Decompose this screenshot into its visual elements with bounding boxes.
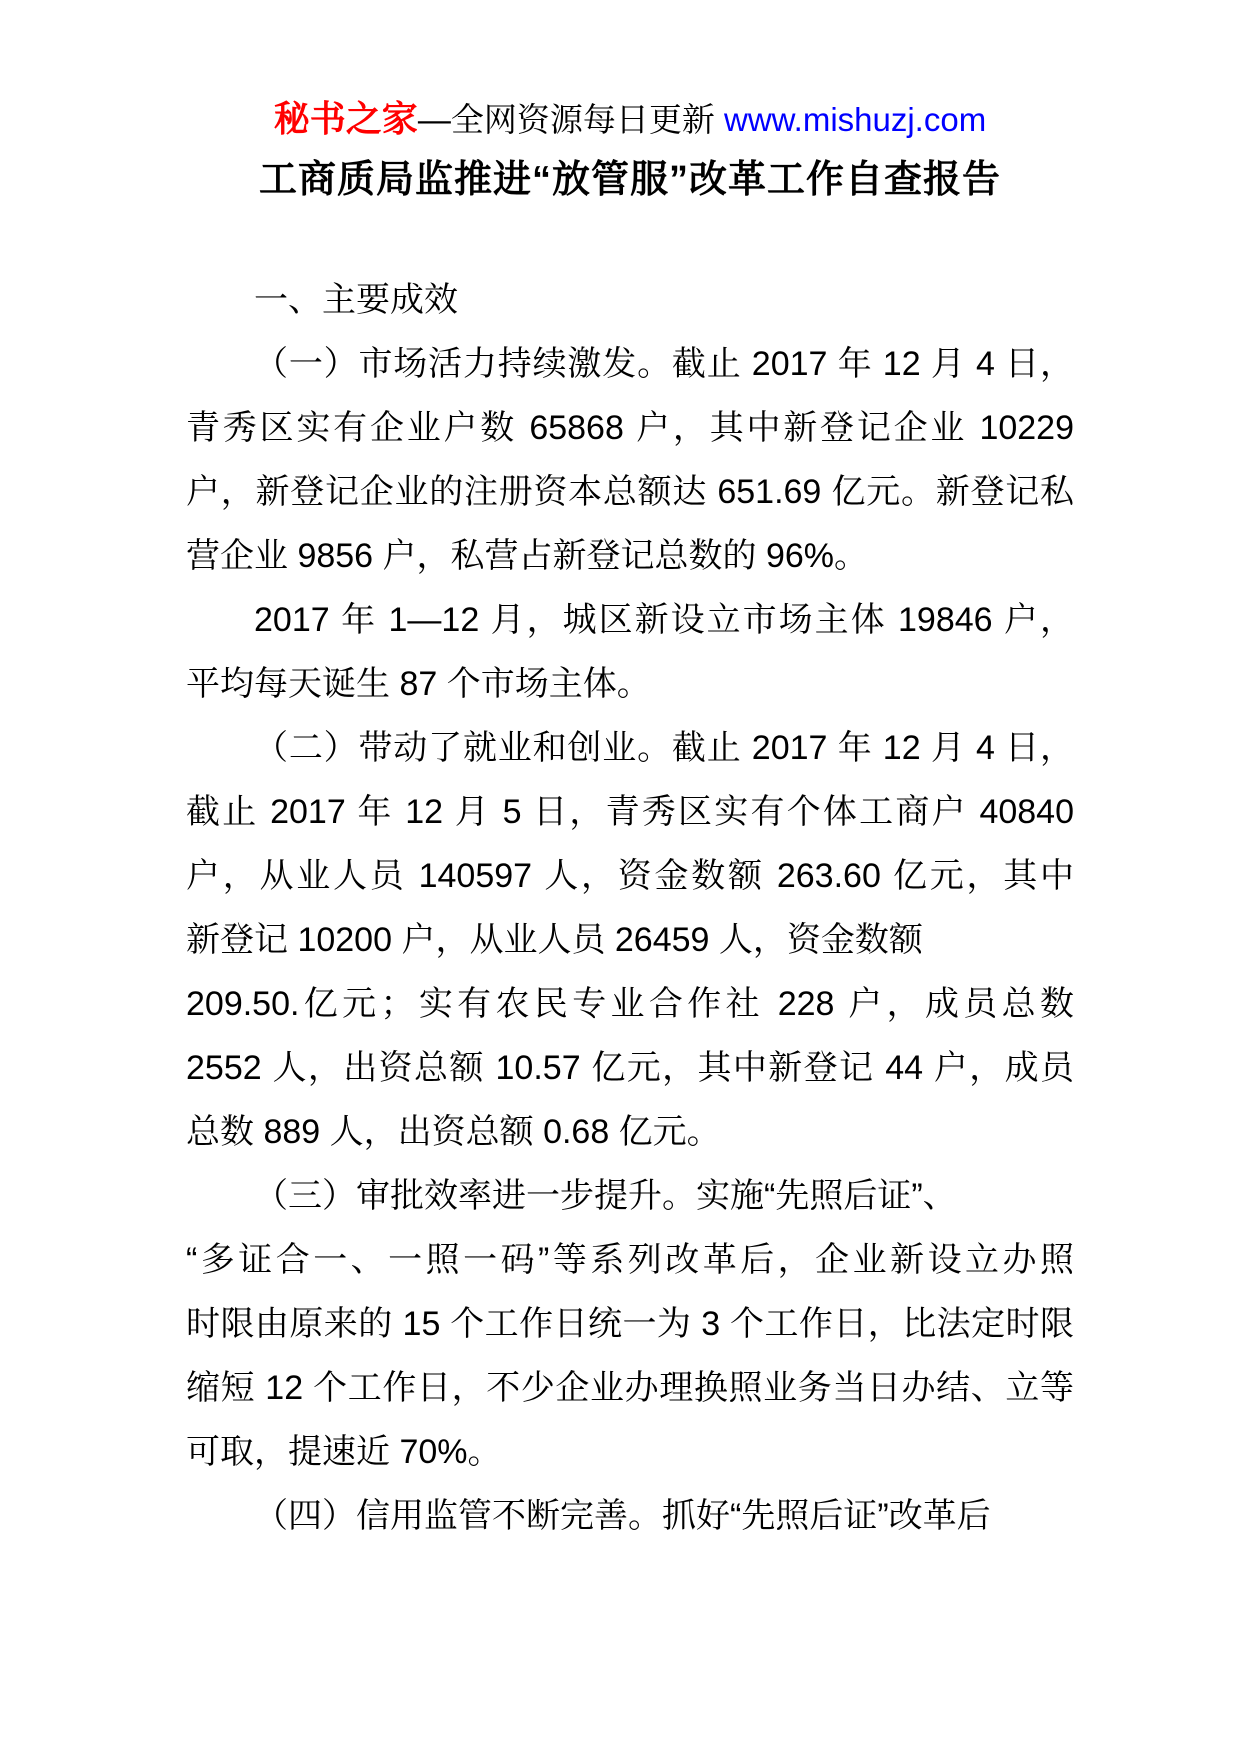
body-line: “多证合一、一照一码”等系列改革后，企业新设立办照 [186,1241,1074,1279]
body-line: 青秀区实有企业户数 65868 户，其中新登记企业 10229 [186,409,1074,447]
body-line: （一）市场活力持续激发。截止 2017 年 12 月 4 日， [254,345,1074,383]
section-heading: 一、主要成效 [254,281,458,319]
body-line: 平均每天诞生 87 个市场主体。 [186,665,651,703]
body-line: 新登记 10200 户，从业人员 26459 人，资金数额 [186,921,923,959]
site-brand: 秘书之家 [273,98,418,139]
body-line: 2017 年 1—12 月，城区新设立市场主体 19846 户， [254,601,1074,639]
body-line: 209.50.亿元；实有农民专业合作社 228 户，成员总数 [186,985,1074,1023]
body-line: 2552 人，出资总额 10.57 亿元，其中新登记 44 户，成员 [186,1049,1074,1087]
site-url-link[interactable]: www.mishuzj.com [723,101,987,138]
body-line: 总数 889 人，出资总额 0.68 亿元。 [186,1113,721,1151]
body-line: （二）带动了就业和创业。截止 2017 年 12 月 4 日， [254,729,1074,767]
body-line: 时限由原来的 15 个工作日统一为 3 个工作日，比法定时限 [186,1305,1074,1343]
body-line: 可取，提速近 70%。 [186,1433,502,1471]
body-line: 营企业 9856 户，私营占新登记总数的 96%。 [186,537,869,575]
body-line: （四）信用监管不断完善。抓好“先照后证”改革后 [254,1497,991,1535]
body-line: 截止 2017 年 12 月 5 日，青秀区实有个体工商户 40840 [186,793,1074,831]
body-line: 户，新登记企业的注册资本总额达 651.69 亿元。新登记私 [186,473,1074,511]
site-header [186,95,1074,144]
site-tagline: —全网资源每日更新 [417,101,724,138]
body-line: （三）审批效率进一步提升。实施“先照后证”、 [254,1177,957,1215]
document-title: 工商质局监推进“放管服”改革工作自查报告 [258,159,1001,201]
body-line: 缩短 12 个工作日，不少企业办理换照业务当日办结、立等 [186,1369,1074,1407]
body-line: 户，从业人员 140597 人，资金数额 263.60 亿元，其中 [186,857,1074,895]
document-body [186,332,1074,1548]
